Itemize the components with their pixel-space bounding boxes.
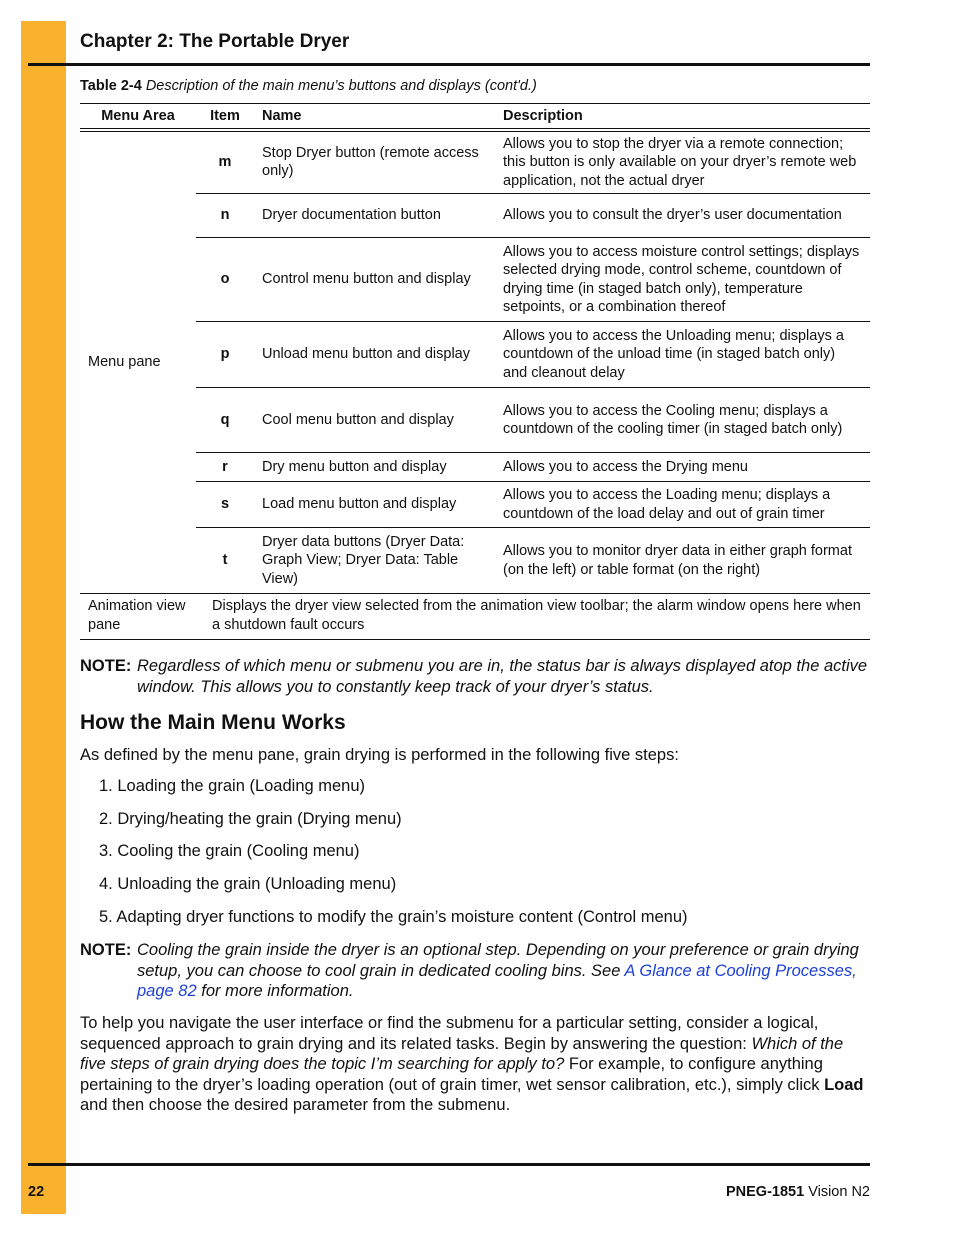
closing-question: Which of the five steps of grain drying does the topic I’m searching for apply to? (80, 1034, 844, 1073)
row-description: Allows you to access the Cooling menu; displays a countdown of the cooling timer (in staged batch only) (495, 388, 870, 453)
row-description: Allows you to access the Loading menu; displays a countdown of the load delay and out of grain timer (495, 482, 870, 528)
note-text-part: for more information. (196, 982, 354, 1000)
table-row (80, 238, 870, 322)
list-item: 5. Adapting dryer functions to modify the grain’s moisture content (Control menu) (99, 908, 688, 926)
row-name: Dryer data buttons (Dryer Data: Graph View; Dryer Data: Table View) (262, 533, 465, 587)
closing-paragraph (80, 1013, 872, 1116)
header-rule (28, 63, 870, 66)
row-description: Allows you to access the Drying menu (495, 453, 870, 482)
table-row (80, 388, 870, 453)
row-name: Dry menu button and display (254, 453, 495, 482)
document-id (726, 1184, 870, 1200)
closing-text: To help you navigate the user interface or find the submenu for a particular setting, consider a logical, sequenced approach to grain drying and its related tasks. Begin by answering the question: (80, 1014, 819, 1053)
table-header-row (80, 104, 870, 130)
note-text: Regardless of which menu or submenu you are in, the status bar is always displayed atop the active window. This allows you to constantly keep track of your dryer’s status. (137, 657, 868, 696)
row-description: Allows you to consult the dryer’s user documentation (495, 194, 870, 238)
table-caption (80, 78, 537, 94)
row-description: Allows you to stop the dryer via a remote connection; this button is only available on your dryer’s remote web application, not the actual dryer (495, 130, 870, 194)
row-description: Allows you to monitor dryer data in either graph format (on the left) or table format (on the right) (503, 543, 852, 578)
row-name: Cool menu button and display (254, 388, 495, 453)
row-item: t (222, 552, 228, 569)
animation-pane-area: Animation view pane (80, 594, 196, 640)
col-header-menu-area: Menu Area (80, 104, 196, 130)
section-intro: As defined by the menu pane, grain drying is performed in the following five steps: (80, 746, 679, 764)
chapter-title: Chapter 2: The Portable Dryer (80, 31, 350, 52)
note-cooling (80, 940, 872, 1002)
sidebar-accent-bar (21, 21, 66, 1214)
table-caption-text: Description of the main menu’s buttons and displays (cont'd.) (145, 78, 537, 94)
row-description: Allows you to access moisture control settings; displays selected drying mode, control scheme, countdown of drying time (in staged batch only), temperature setpoints, or a combination thereof (495, 238, 870, 322)
note-label: NOTE: (80, 941, 132, 959)
row-name: Load menu button and display (254, 482, 495, 528)
table-row (80, 482, 870, 528)
row-name: Dryer documentation button (254, 194, 495, 238)
doc-name: Vision N2 (808, 1184, 870, 1200)
page-number: 22 (28, 1184, 45, 1200)
section-heading: How the Main Menu Works (80, 711, 346, 734)
row-item: r (196, 453, 254, 482)
doc-code: PNEG-1851 (725, 1184, 805, 1200)
table-row-animation-pane (80, 594, 870, 640)
note-label: NOTE: (80, 657, 132, 675)
row-item: s (196, 482, 254, 528)
list-item: 1. Loading the grain (Loading menu) (99, 777, 366, 795)
footer-rule (28, 1163, 870, 1166)
cooling-processes-link[interactable]: A Glance at Cooling Processes, page 82 (137, 961, 857, 1000)
table-row (80, 130, 870, 194)
col-header-name: Name (254, 104, 495, 130)
closing-text: and then choose the desired parameter from the submenu. (80, 1096, 511, 1114)
col-header-description: Description (495, 104, 870, 130)
menu-pane-cell: Menu pane (88, 354, 161, 370)
row-item: p (196, 322, 254, 388)
list-item: 2. Drying/heating the grain (Drying menu) (99, 810, 402, 828)
note-status-bar (80, 656, 872, 697)
row-name: Unload menu button and display (254, 322, 495, 388)
note-text (137, 940, 872, 1002)
animation-pane-description: Displays the dryer view selected from the animation view toolbar; the alarm window opens here when a shutdown fault occurs (196, 594, 870, 640)
row-description: Allows you to access the Unloading menu; displays a countdown of the unload time (in staged batch only) and cleanout delay (495, 322, 870, 388)
note-text-part: Cooling the grain inside the dryer is an optional step. Depending on your preference or grain drying setup, you can choose to cool grain in dedicated cooling bins. See (137, 941, 859, 980)
load-keyword: Load (824, 1075, 864, 1094)
row-item: m (196, 130, 254, 194)
table-row (80, 322, 870, 388)
row-name: Control menu button and display (254, 238, 495, 322)
row-name: Stop Dryer button (remote access only) (254, 130, 495, 194)
table-row (80, 194, 870, 238)
closing-text: For example, to configure anything pertaining to the dryer’s loading operation (out of grain timer, wet sensor calibration, etc.), simply click (80, 1055, 825, 1094)
row-item: n (196, 194, 254, 238)
row-item: q (196, 388, 254, 453)
menu-description-table (80, 103, 870, 640)
list-item: 3. Cooling the grain (Cooling menu) (99, 842, 360, 860)
row-item: o (196, 238, 254, 322)
list-item: 4. Unloading the grain (Unloading menu) (99, 875, 397, 893)
table-caption-label: Table 2-4 (80, 78, 142, 94)
col-header-item: Item (196, 104, 254, 130)
table-row (80, 453, 870, 482)
table-row (80, 528, 870, 594)
